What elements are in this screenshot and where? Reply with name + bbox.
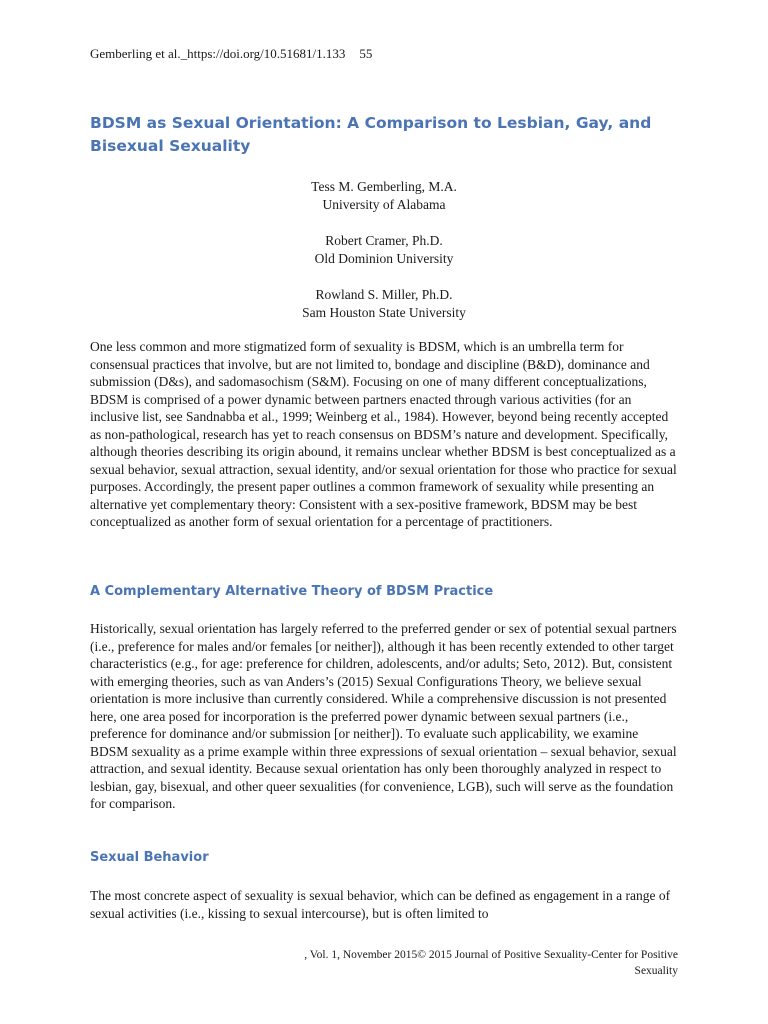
author-affiliation: University of Alabama: [322, 196, 446, 212]
author-block: [90, 286, 678, 321]
page-number: 55: [359, 46, 373, 61]
footer-journal-line: , Vol. 1, November 2015© 2015 Journal of Positive Sexuality-Center for Positive: [304, 949, 678, 961]
author-block: [90, 178, 678, 213]
author-name: Robert Cramer, Ph.D.: [325, 233, 443, 248]
running-head: [90, 45, 372, 63]
abstract-paragraph: One less common and more stigmatized form of sexuality is BDSM, which is an umbrella term for consensual practices that involve, but are not limited to, bondage and discipline (B&D), dominance and submission (D&s), and sadomasochism (S&M). Focusing on one of many different conceptualizations, BDSM is comprised of a power dynamic between partners enacted through various activities (for an inclusive list, see Sandnabba et al., 1999; Weinberg et al., 1984). However, beyond being recently accepted as non-pathological, research has yet to reach consensus on BDSM’s nature and development. Specifically, although theories describing its origin abound, it remains unclear whether BDSM is best conceptualized as a sexual behavior, sexual attraction, sexual identity, and/or sexual orientation for those who practice for sexual purposes. Accordingly, the present paper outlines a common framework of sexuality while presenting an alternative yet complementary theory: Consistent with a sex-positive framework, BDSM may be best conceptualized as another form of sexual orientation for a percentage of practitioners.: [90, 339, 677, 529]
author-block: [90, 232, 678, 267]
section-heading: Sexual Behavior: [90, 850, 209, 865]
section-paragraph: The most concrete aspect of sexuality is sexual behavior, which can be defined as engagement in a range of sexual activities (i.e., kissing to sexual intercourse), but is often limited to: [90, 888, 671, 921]
footer-journal-line: Sexuality: [634, 965, 678, 977]
author-affiliation: Sam Houston State University: [302, 304, 466, 320]
section-heading: A Complementary Alternative Theory of BDSM Practice: [90, 584, 494, 599]
author-name: Tess M. Gemberling, M.A.: [311, 179, 457, 194]
author-name: Rowland S. Miller, Ph.D.: [315, 287, 453, 302]
paper-title: BDSM as Sexual Orientation: A Comparison to Lesbian, Gay, and Bisexual Sexuality: [90, 114, 652, 155]
author-affiliation: Old Dominion University: [314, 250, 454, 266]
page-footer: [198, 947, 678, 979]
section-paragraph: Historically, sexual orientation has largely referred to the preferred gender or sex of potential sexual partners (i.e., preference for males and/or females [or neither]), although it has been recently extended to other target characteristics (e.g., for age: preference for children, adolescents, and/or adults; Seto, 2012). But, consistent with emerging theories, such as van Anders’s (2015) Sexual Configurations Theory, we believe sexual orientation is more inclusive than currently considered. While a comprehensive discussion is not presented here, one area posed for incorporation is the preferred power dynamic between sexual partners (i.e., preference for dominance and/or submission [or neither]). To evaluate such applicability, we examine BDSM sexuality as a prime example within three expressions of sexual orientation – sexual behavior, sexual attraction, and sexual identity. Because sexual orientation has only been thoroughly analyzed in respect to lesbian, gay, bisexual, and other queer sexualities (for convenience, LGB), such will serve as the foundation for comparison.: [90, 621, 677, 811]
running-head-citation: Gemberling et al._https://doi.org/10.51681/1.133: [90, 46, 346, 61]
